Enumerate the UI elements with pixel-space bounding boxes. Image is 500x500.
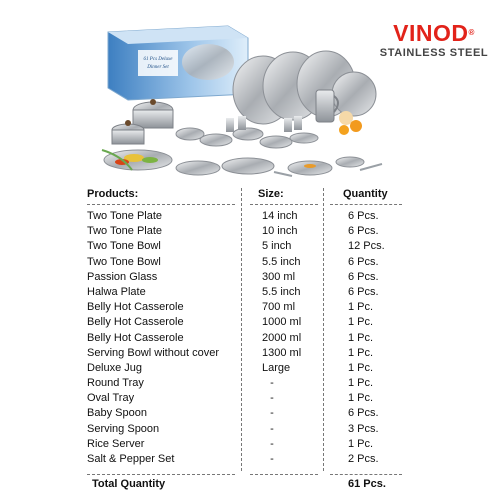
product-size: - — [270, 422, 274, 435]
gift-box — [108, 26, 248, 100]
product-name: Belly Hot Casserole — [87, 301, 184, 314]
header-divider — [250, 204, 318, 205]
product-name: Two Tone Bowl — [87, 240, 161, 253]
product-name: Deluxe Jug — [87, 361, 143, 374]
product-quantity: 6 Pcs. — [348, 285, 379, 298]
product-quantity: 12 Pcs. — [348, 240, 385, 253]
brand-tagline: STAINLESS STEEL — [379, 47, 489, 59]
plates — [233, 51, 376, 124]
svg-text:Dinner Set: Dinner Set — [147, 65, 169, 70]
product-quantity: 1 Pc. — [348, 392, 374, 405]
table-row — [0, 422, 500, 437]
table-row — [0, 239, 500, 254]
product-quantity: 3 Pcs. — [348, 422, 379, 435]
table-row — [0, 391, 500, 406]
table-row — [0, 361, 500, 376]
footer-divider — [87, 474, 235, 475]
header-divider — [87, 204, 235, 205]
table-row — [0, 406, 500, 421]
svg-text:61 Pcs Deluxe: 61 Pcs Deluxe — [143, 57, 173, 62]
product-name: Belly Hot Casserole — [87, 331, 184, 344]
product-size: - — [270, 377, 274, 390]
total-value: 61 Pcs. — [348, 478, 386, 490]
product-size: - — [270, 407, 274, 420]
product-size: 5.5 inch — [262, 255, 301, 268]
product-quantity: 1 Pc. — [348, 361, 374, 374]
header-products: Products: — [87, 188, 139, 200]
product-size: Large — [262, 361, 291, 374]
product-size: 2000 ml — [262, 331, 302, 344]
product-size: 700 ml — [262, 301, 296, 314]
table-row — [0, 315, 500, 330]
product-size: 10 inch — [262, 225, 298, 238]
product-name: Salt & Pepper Set — [87, 453, 175, 465]
product-quantity: 6 Pcs. — [348, 210, 379, 222]
brand-logo — [376, 20, 492, 60]
product-name: Oval Tray — [87, 392, 135, 405]
product-size: - — [270, 453, 274, 465]
product-size: - — [270, 437, 274, 450]
product-table — [0, 209, 500, 467]
product-name: Serving Spoon — [87, 422, 160, 435]
table-row — [0, 300, 500, 315]
header-quantity: Quantity — [343, 188, 388, 200]
table-row — [0, 452, 500, 467]
product-name: Two Tone Bowl — [87, 255, 161, 268]
product-name: Rice Server — [87, 437, 145, 450]
product-name: Two Tone Plate — [87, 225, 163, 238]
product-quantity: 2 Pcs. — [348, 453, 379, 465]
product-size: 14 inch — [262, 210, 298, 222]
table-row — [0, 224, 500, 239]
product-quantity: 1 Pc. — [348, 437, 374, 450]
product-quantity: 6 Pcs. — [348, 255, 379, 268]
table-row — [0, 270, 500, 285]
product-name: Belly Hot Casserole — [87, 316, 184, 329]
product-size: 300 ml — [262, 270, 296, 283]
product-size: 1000 ml — [262, 316, 302, 329]
product-size: 5 inch — [262, 240, 292, 253]
table-row — [0, 437, 500, 452]
product-name: Halwa Plate — [87, 285, 146, 298]
header-divider — [330, 204, 402, 205]
casseroles — [112, 99, 173, 144]
product-size: - — [270, 392, 274, 405]
product-size: 1300 ml — [262, 346, 302, 359]
product-photo — [98, 22, 388, 180]
table-row — [0, 346, 500, 361]
table-row — [0, 376, 500, 391]
product-quantity: 6 Pcs. — [348, 225, 379, 238]
product-quantity: 1 Pc. — [348, 331, 374, 344]
footer-divider — [330, 474, 402, 475]
footer-divider — [250, 474, 318, 475]
table-row — [0, 209, 500, 224]
table-row — [0, 255, 500, 270]
product-quantity: 1 Pc. — [348, 301, 374, 314]
product-name: Passion Glass — [87, 270, 158, 283]
product-quantity: 6 Pcs. — [348, 270, 379, 283]
brand-name: VINOD® — [393, 20, 475, 46]
table-row — [0, 285, 500, 300]
bowls-and-glasses — [176, 116, 318, 148]
food-tray — [102, 150, 382, 176]
product-quantity: 6 Pcs. — [348, 407, 379, 420]
registered-mark: ® — [468, 28, 475, 37]
total-label: Total Quantity — [92, 478, 166, 490]
product-quantity: 1 Pc. — [348, 316, 374, 329]
product-name: Two Tone Plate — [87, 210, 163, 222]
product-name: Serving Bowl without cover — [87, 346, 220, 359]
header-size: Size: — [258, 188, 284, 200]
product-name: Baby Spoon — [87, 407, 147, 420]
table-row — [0, 331, 500, 346]
product-size: 5.5 inch — [262, 285, 301, 298]
product-quantity: 1 Pc. — [348, 377, 374, 390]
product-quantity: 1 Pc. — [348, 346, 374, 359]
product-name: Round Tray — [87, 377, 144, 390]
